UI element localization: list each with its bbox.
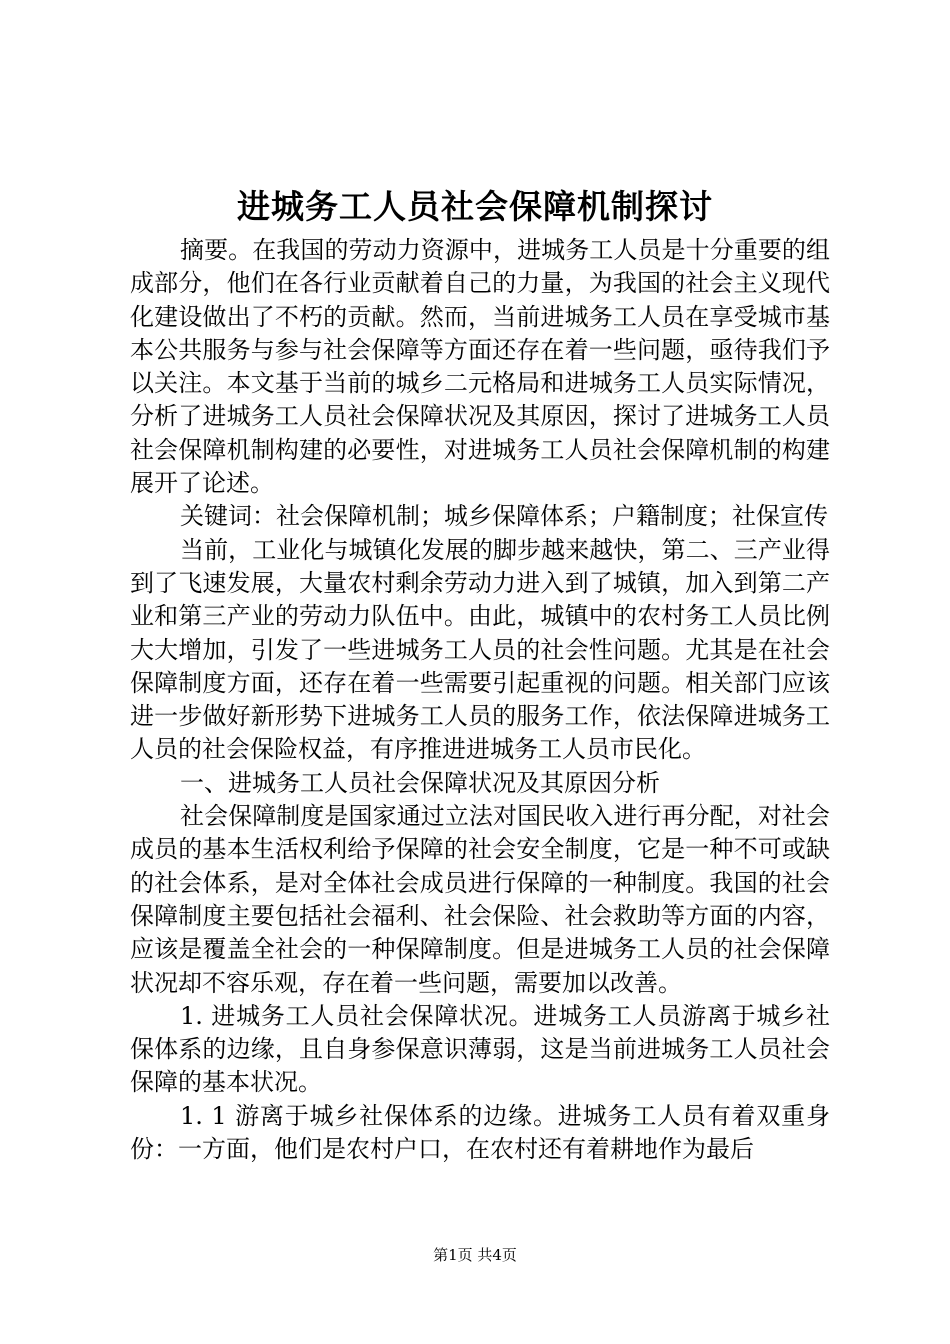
intro-paragraph: 当前，工业化与城镇化发展的脚步越来越快，第二、三产业得到了飞速发展，大量农村剩余劳动力进入到了城镇，加入到第二产业和第三产业的劳动力队伍中。由此，城镇中的农村务工人员比例大大增加，引发了一些进城务工人员的社会性问题。尤其是在社会保障制度方面，还存在着一些需要引起重视的问题。相关部门应该进一步做好新形势下进城务工人员的服务工作，依法保障进城务工人员的社会保险权益，有序推进进城务工人员市民化。 (130, 535, 830, 764)
abstract-paragraph: 摘要。在我国的劳动力资源中，进城务工人员是十分重要的组成部分，他们在各行业贡献着自己的力量，为我国的社会主义现代化建设做出了不朽的贡献。然而，当前进城务工人员在享受城市基本公共服务与参与社会保障等方面还存在着一些问题，亟待我们予以关注。本文基于当前的城乡二元格局和进城务工人员实际情况，分析了进城务工人员社会保障状况及其原因，探讨了进城务工人员社会保障机制构建的必要性，对进城务工人员社会保障机制的构建展开了论述。 (130, 236, 830, 498)
document-body (130, 234, 830, 1166)
keywords-paragraph: 关键词：社会保障机制；城乡保障体系；户籍制度；社保宣传 (180, 502, 828, 531)
section-1-paragraph: 社会保障制度是国家通过立法对国民收入进行再分配，对社会成员的基本生活权利给予保障的社会安全制度，它是一种不可或缺的社会体系，是对全体社会成员进行保障的一种制度。我国的社会保障制度主要包括社会福利、社会保险、社会救助等方面的内容，应该是覆盖全社会的一种保障制度。但是进城务工人员的社会保障状况却不容乐观，存在着一些问题，需要加以改善。 (130, 802, 830, 997)
page-footer: 第1页 共4页 (433, 1246, 517, 1264)
document-title: 进城务工人员社会保障机制探讨 (237, 187, 713, 226)
section-heading-1: 一、进城务工人员社会保障状况及其原因分析 (180, 768, 660, 797)
subsection-1-1-paragraph: 1. 1 游离于城乡社保体系的边缘。进城务工人员有着双重身份：一方面，他们是农村户口，在农村还有着耕地作为最后 (130, 1101, 830, 1164)
subsection-1-paragraph: 1. 进城务工人员社会保障状况。进城务工人员游离于城乡社保体系的边缘，且自身参保意识薄弱，这是当前进城务工人员社会保障的基本状况。 (130, 1001, 830, 1097)
